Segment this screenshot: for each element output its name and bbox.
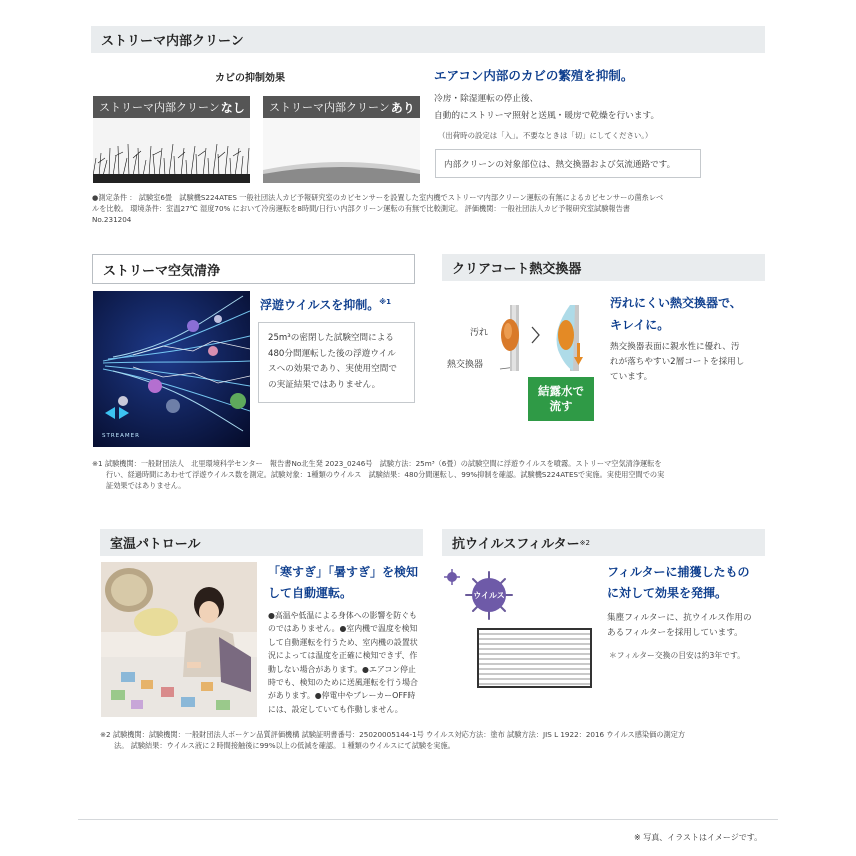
streamer-clean-sub-note: （出荷時の設定は「入」。不要なときは「切」にしてください。） [438,131,653,140]
streamer-clean-footnote: ●測定条件 ： 試験室6畳 試験機S224ATES 一般社団法人カビ予報研究室のカビセンサーを設置した室内機でストリーマ内部クリーン運転の有無によるカビセンサーの菌糸レベ ルを比較。 環境条件：室温27℃ 湿度70% において冷房運転を8時間/日行い内部クリーン運転の有無で比較測定。 評価機関：一般社団法人カビ予報研究室試験報告書 No.231204 [92,193,664,225]
air-clean-box: 25m³の密閉した試験空間による 480分間運転した後の浮遊ウイル スへの効果であり、実使用空間で の実証結果ではありません。 [258,322,415,403]
streamer-logo-text: STREAMER [102,433,140,439]
mold-comparison-with [263,96,420,183]
label-heat-exchanger: 熱交換器 [447,360,484,370]
streamer-visual [93,291,250,447]
section-title: ストリーマ内部クリーン [101,34,244,49]
mold-suppressed-image [263,118,420,183]
mold-comparison-without [93,96,250,183]
section-title: 抗ウイルスフィルター [452,537,580,552]
section-header-streamer-clean [91,26,765,53]
streamer-clean-body: 冷房・除湿運転の停止後、 自動的にストリーマ照射と送風・暖房で乾燥を行います。 [434,94,660,121]
filter-body: 集塵フィルターに、抗ウイルス作用の あるフィルターを採用しています。 [607,613,752,638]
mold-effect-label: カビの抑制効果 [215,73,285,84]
footnote-1: ※1 試験機関：一般財団法人 北里環境科学センター 報告書No北生発 2023_0246号 試験方法：25m³（6畳）の試験空間に浮遊ウイルスを噴霧。ストリーマ空気清浄運転を 行い、経過時間にあわせて浮遊ウイルス数を測定。試験対象：1種類のウイルス 試験結果：480分間運転し、99%抑制を確認。試験機S224ATESで実施。実使用空間での実 証効果ではありません。 [92,459,665,491]
virus-label: ウイルス [473,591,505,600]
streamer-clean-headline: エアコン内部のカビの繁殖を抑制。 [434,68,634,83]
streamer-clean-boxed-note: 内部クリーンの対象部位は、熱交換器および気流通路です。 [435,149,701,178]
heat-exchanger-diagram [440,295,605,425]
patrol-body: ●高温や低温による身体への影響を防ぐも のではありません。●室内機で温度を検知 して自動運転を行うため、室内機の設置状 況によっては温度を正確に検知できず、作 動しない場合があります。●エアコン停止 時でも、検知のために送風運転を行う場合 があります。●停電中やブレーカーOFF時 には、設定していても作動しません。 [268,611,418,714]
footnote-2: ※2 試験機関：試験機関：一般財団法人ボーケン品質評価機構 試験証明書番号：25020005144-1号 ウイルス対応方法：塗布 試験方法：JIS L 1922：2016 ウイルス感染価の測定方 法。 試験結果：ウイルス液に２時間接触後に99%以上の低減を確認。１種類のウイルスにて試験を実施。 [100,730,686,751]
filter-mesh-image [477,628,592,688]
bottom-divider [78,819,778,820]
section-title: ストリーマ空気清浄 [103,263,221,279]
section-title: クリアコート熱交換器 [452,262,582,277]
condensation-label: 結露水で 流す [528,377,594,421]
patrol-photo [101,562,257,717]
patrol-headline: 「寒すぎ」「暑すぎ」を検知 して自動運転。 [268,565,419,600]
mold-label-with: ストリーマ内部クリーン あり [269,100,415,115]
clear-coat-body: 熱交換器表面に親水性に優れ、汚 れが落ちやすい2層コートを採用し ています。 [610,342,745,382]
section-title: 室温パトロール [110,537,201,552]
image-disclaimer: ※ 写真、イラストはイメージです。 [634,833,763,842]
mold-growth-image [93,118,250,183]
section-header-patrol [100,529,423,556]
mold-label-without: ストリーマ内部クリーン なし [99,100,245,115]
filter-sub-note: ＊フィルター交換の目安は約3年です。 [609,651,745,660]
filter-headline: フィルターに捕獲したもの に対して効果を発揮。 [607,565,750,600]
air-clean-headline: 浮遊ウイルスを抑制。$^{※1}$ [260,298,391,312]
section-header-filter: 抗ウイルスフィルター ※2 [442,529,765,556]
virus-icon [440,567,520,622]
label-dirt: 汚れ [470,328,489,338]
section-header-air-clean [92,254,415,284]
section-header-clear-coat [442,254,765,281]
clear-coat-headline: 汚れにくい熱交換器で、 キレイに。 [610,296,742,332]
